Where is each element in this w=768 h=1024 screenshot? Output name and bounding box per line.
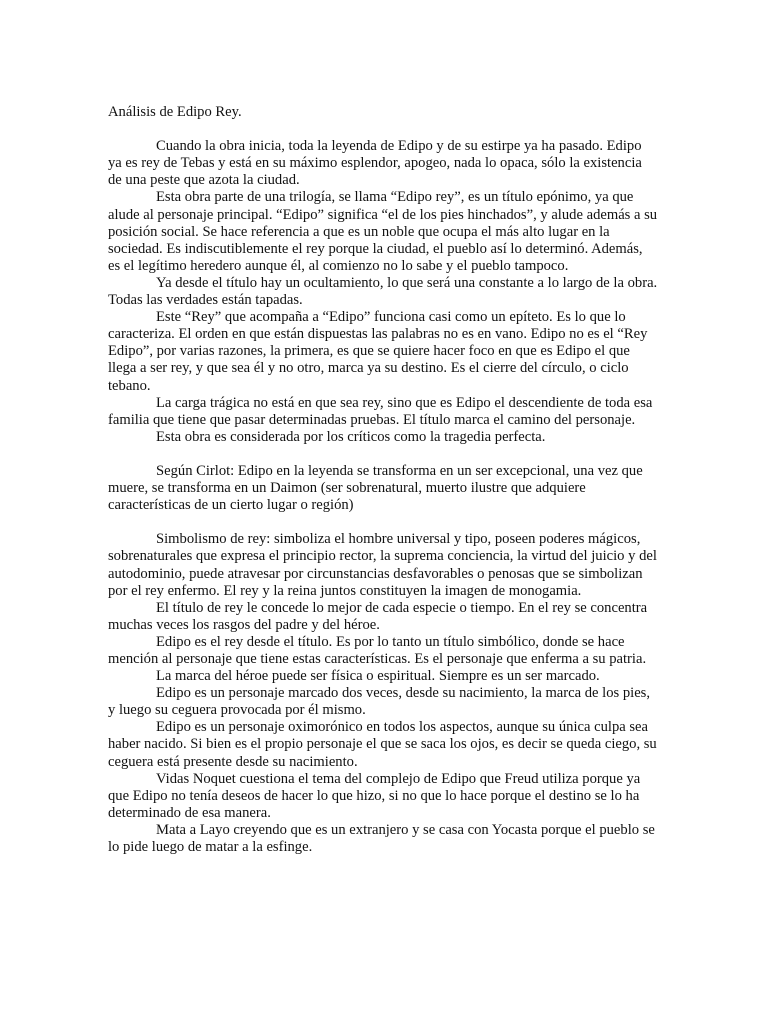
paragraph: El título de rey le concede lo mejor de cada especie o tiempo. En el rey se concentra muchas veces los rasgos del padre y del héroe. <box>108 599 648 633</box>
paragraph: Este “Rey” que acompaña a “Edipo” funciona casi como un epíteto. Es lo que lo caracteriza. El orden en que están dispuestas las palabras no es en vano. Edipo no es el “Rey Edipo”, por varias razones, la primera, es que se quiere hacer foco en que es Edipo el que llega a ser rey, y que sea él y no otro, marca ya su destino. Es el cierre del círculo, o ciclo tebano. <box>108 309 648 394</box>
paragraph-spacer <box>108 514 658 531</box>
paragraph: Edipo es el rey desde el título. Es por lo tanto un título simbólico, donde se hace mención al personaje que tiene estas características. Es el personaje que enferma a su patria. <box>108 633 647 667</box>
paragraph: Esta obra es considerada por los críticos como la tragedia perfecta. <box>156 428 546 445</box>
paragraph: Según Cirlot: Edipo en la leyenda se transforma en un ser excepcional, una vez que muere, se transforma en un Daimon (ser sobrenatural, muerto ilustre que adquiere características de un cierto lugar o región) <box>108 462 643 514</box>
document-page <box>108 104 658 856</box>
paragraph: Edipo es un personaje oximorónico en todos los aspectos, aunque su única culpa sea haber nacido. Si bien es el propio personaje el que se saca los ojos, es decir se queda ciego, su ceguera está presente desde su nacimiento. <box>108 719 657 770</box>
paragraph: Mata a Layo creyendo que es un extranjero y se casa con Yocasta porque el pueblo se lo pide luego de matar a la esfinge. <box>108 821 655 856</box>
paragraph-spacer <box>108 446 658 463</box>
paragraph: La carga trágica no está en que sea rey, sino que es Edipo el descendiente de toda esa familia que tiene que pasar determinadas pruebas. El título marca el camino del personaje. <box>108 394 653 428</box>
paragraph: La marca del héroe puede ser física o espiritual. Siempre es un ser marcado. <box>156 668 600 685</box>
paragraph: Esta obra parte de una trilogía, se llama “Edipo rey”, es un título epónimo, ya que alude al personaje principal. “Edipo” significa “el de los pies hinchados”, y alude además a su posición social. Se hace referencia a que es un noble que ocupa el más alto lugar en la sociedad. Es indiscutiblemente el rey porque la ciudad, el pueblo así lo determinó. Además, es el legítimo heredero aunque él, al comienzo no lo sabe y el pueblo tampoco. <box>108 189 658 274</box>
paragraph: Simbolismo de rey: simboliza el hombre universal y tipo, poseen poderes mágicos, sobrenaturales que expresa el principio rector, la suprema conciencia, la virtud del juicio y del autodominio, puede atravesar por circunstancias desfavorables o penosas que se simbolizan por el rey enfermo. El rey y la reina juntos constituyen la imagen de monogamia. <box>108 531 657 599</box>
paragraph: Edipo es un personaje marcado dos veces, desde su nacimiento, la marca de los pies, y luego su ceguera provocada por él mismo. <box>108 685 650 719</box>
paragraph: Cuando la obra inicia, toda la leyenda de Edipo y de su estirpe ya ha pasado. Edipo ya es rey de Tebas y está en su máximo esplendor, apogeo, nada lo opaca, sólo la existencia de una peste que azota la ciudad. <box>108 138 642 189</box>
document-title: Análisis de Edipo Rey. <box>108 104 242 120</box>
paragraph: Ya desde el título hay un ocultamiento, lo que será una constante a lo largo de la obra. Todas las verdades están tapadas. <box>108 274 658 309</box>
paragraph: Vidas Noquet cuestiona el tema del complejo de Edipo que Freud utiliza porque ya que Edipo no tenía deseos de hacer lo que hizo, si no que lo hace porque el destino se lo ha determinado de esa manera. <box>108 770 641 821</box>
